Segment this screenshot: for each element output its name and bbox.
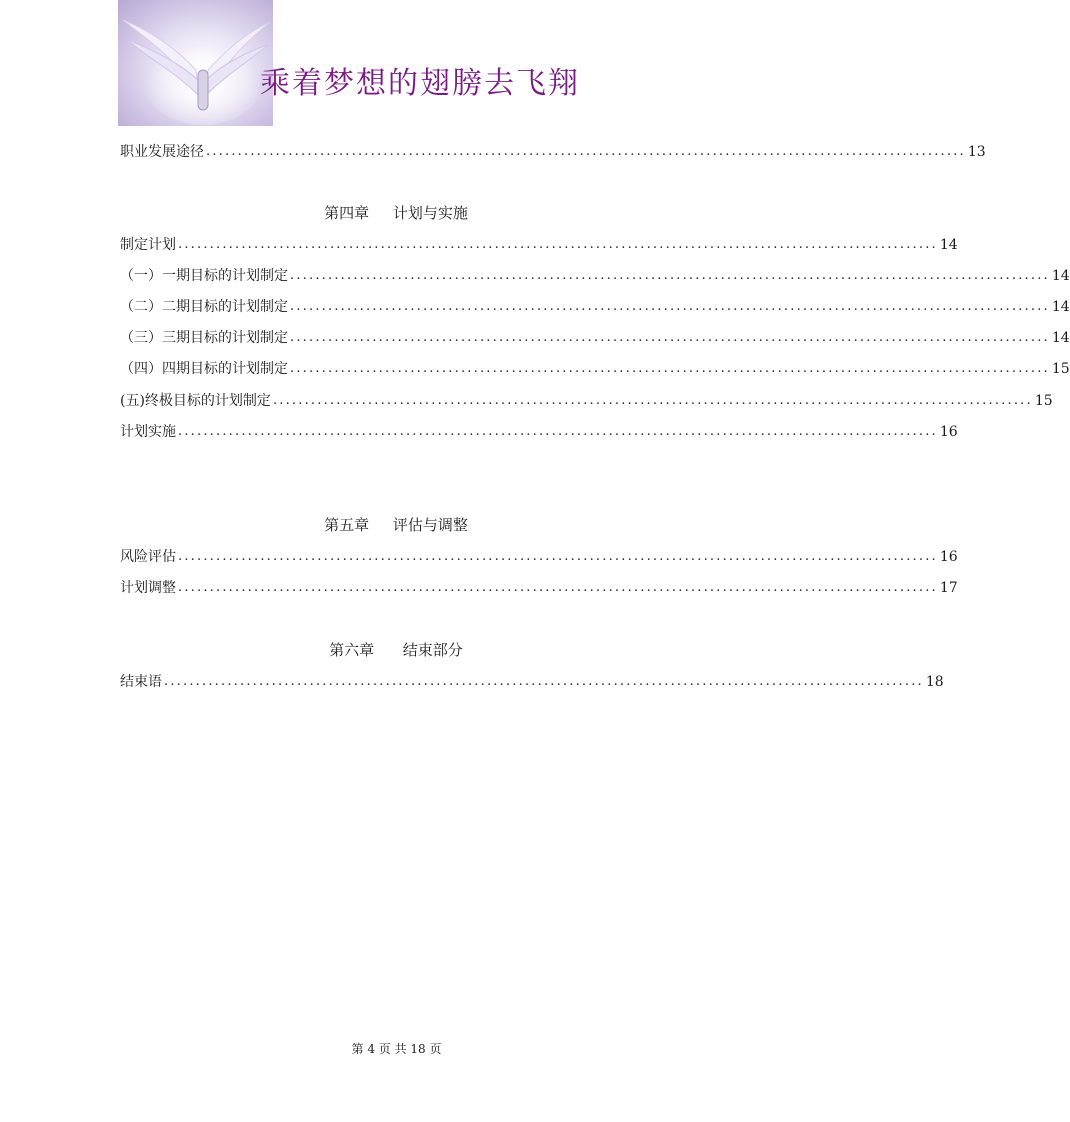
toc-entry-label: 制定计划 <box>120 237 176 253</box>
toc-entry-label: （三）三期目标的计划制定 <box>120 330 288 346</box>
chapter-number: 第四章 <box>324 204 370 222</box>
toc-entry[interactable] <box>120 421 958 443</box>
chapter-4-heading <box>120 202 672 224</box>
toc-entry[interactable] <box>120 577 958 599</box>
toc-leader-dots: ........................................................................................................................ <box>290 330 1050 345</box>
page-header <box>118 0 678 128</box>
toc-page-number: 16 <box>939 424 958 440</box>
toc-entry-label: 风险评估 <box>120 549 176 565</box>
angel-wings-image <box>118 0 273 126</box>
toc-entry[interactable] <box>120 671 944 693</box>
toc-entry[interactable] <box>120 327 1070 349</box>
chapter-number: 第六章 <box>329 641 375 659</box>
toc-page-number: 14 <box>939 237 958 253</box>
toc-page-number: 14 <box>1051 299 1070 315</box>
toc-page-number: 14 <box>1051 330 1070 346</box>
header-title: 乘着梦想的翅膀去飞翔 <box>260 66 580 101</box>
toc-page-number: 15 <box>1051 361 1070 377</box>
chapter-title: 计划与实施 <box>392 204 468 222</box>
toc-leader-dots: ........................................................................................................................ <box>206 144 966 159</box>
toc-entry[interactable] <box>120 546 958 568</box>
toc-page-number: 17 <box>939 580 958 596</box>
toc-leader-dots: ........................................................................................................................ <box>164 674 924 689</box>
toc-entry[interactable] <box>120 265 1070 287</box>
toc-page-number: 15 <box>1034 393 1053 409</box>
toc-entry-label: （四）四期目标的计划制定 <box>120 361 288 377</box>
chapter-title: 评估与调整 <box>392 516 468 534</box>
toc-entry-career-path[interactable] <box>120 141 986 163</box>
toc-entry-label: （一）一期目标的计划制定 <box>120 268 288 284</box>
chapter-5-heading <box>120 514 672 536</box>
toc-leader-dots: ........................................................................................................................ <box>290 299 1050 314</box>
toc-leader-dots: ........................................................................................................................ <box>290 361 1050 376</box>
toc-entry-label: （二）二期目标的计划制定 <box>120 299 288 315</box>
chapter-6-heading <box>120 639 672 661</box>
toc-leader-dots: ........................................................................................................................ <box>290 268 1050 283</box>
toc-entry-label: 结束语 <box>120 674 162 690</box>
chapter-number: 第五章 <box>324 516 370 534</box>
toc-leader-dots: ........................................................................................................................ <box>178 237 938 252</box>
toc-page-number: 18 <box>925 674 944 690</box>
toc-leader-dots: ........................................................................................................................ <box>178 580 938 595</box>
toc-entry[interactable] <box>120 296 1070 318</box>
toc-leader-dots: ........................................................................................................................ <box>178 549 938 564</box>
toc-entry[interactable] <box>120 234 958 256</box>
toc-leader-dots: ........................................................................................................................ <box>178 424 938 439</box>
toc-entry-label: 计划实施 <box>120 424 176 440</box>
toc-entry-label: 计划调整 <box>120 580 176 596</box>
toc-page-number: 16 <box>939 549 958 565</box>
toc-entry-label: 职业发展途径 <box>120 144 204 160</box>
page-footer: 第 4 页 共 18 页 <box>351 1042 442 1056</box>
toc-page-number: 14 <box>1051 268 1070 284</box>
toc-entry[interactable] <box>120 358 1070 380</box>
toc-entry-label: (五)终极目标的计划制定 <box>120 393 271 409</box>
toc-leader-dots: ........................................................................................................................ <box>272 393 1033 408</box>
toc-page-number: 13 <box>967 144 986 160</box>
toc-entry[interactable] <box>120 390 1053 412</box>
chapter-title: 结束部分 <box>402 641 463 659</box>
